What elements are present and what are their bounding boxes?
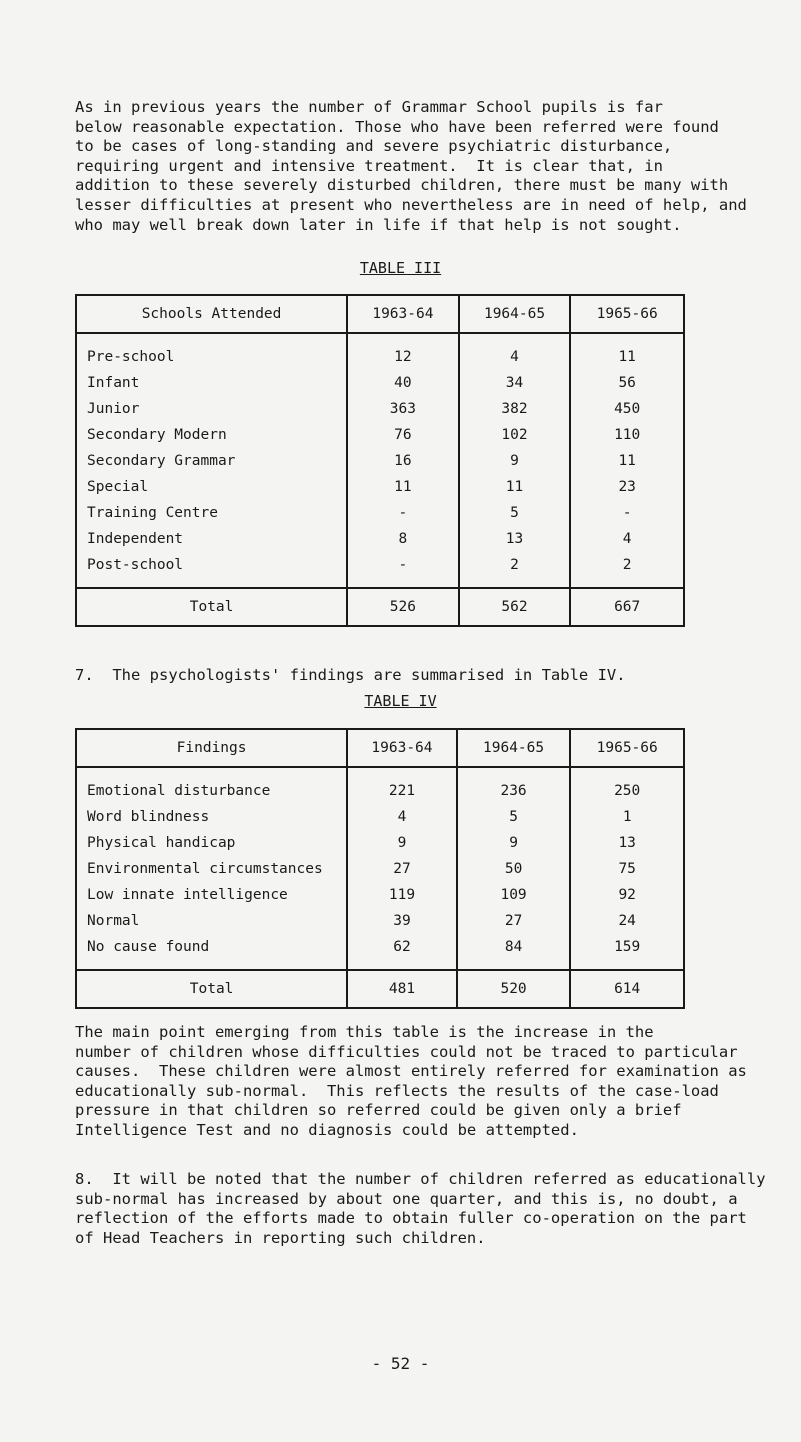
table-cell: 2 bbox=[570, 552, 684, 588]
table-4-caption: TABLE IV bbox=[364, 692, 437, 710]
table-cell: 221 bbox=[347, 767, 457, 804]
row-label: Independent bbox=[76, 526, 347, 552]
table-row bbox=[76, 767, 684, 804]
table-cell: 11 bbox=[347, 474, 459, 500]
table-cell: 119 bbox=[347, 882, 457, 908]
table-cell: 39 bbox=[347, 908, 457, 934]
row-label: Training Centre bbox=[76, 500, 347, 526]
intro-paragraph bbox=[75, 98, 747, 235]
column-header: 1964-65 bbox=[459, 295, 571, 333]
table-cell: 11 bbox=[459, 474, 571, 500]
table-cell: - bbox=[347, 552, 459, 588]
table-cell: 2 bbox=[459, 552, 571, 588]
table-cell: 16 bbox=[347, 448, 459, 474]
table-cell: 382 bbox=[459, 396, 571, 422]
table-cell: 363 bbox=[347, 396, 459, 422]
table-cell: 450 bbox=[570, 396, 684, 422]
text-line: educationally sub-normal. This reflects the results of the case-load bbox=[75, 1081, 719, 1100]
column-header: Findings bbox=[76, 729, 347, 767]
text-line: As in previous years the number of Grammar School pupils is far bbox=[75, 98, 663, 116]
table-cell: 34 bbox=[459, 370, 571, 396]
table-cell: 4 bbox=[347, 804, 457, 830]
table-cell: 50 bbox=[457, 856, 571, 882]
section-7-text bbox=[75, 666, 725, 686]
table-cell: 13 bbox=[570, 830, 684, 856]
table-cell: 159 bbox=[570, 934, 684, 970]
table-cell: 75 bbox=[570, 856, 684, 882]
table-row bbox=[76, 448, 684, 474]
table-cell: - bbox=[570, 500, 684, 526]
text-line: Intelligence Test and no diagnosis could be attempted. bbox=[75, 1120, 579, 1139]
total-cell: 614 bbox=[570, 970, 684, 1008]
text-line: to be cases of long-standing and severe psychiatric disturbance, bbox=[75, 137, 673, 156]
table-header-row bbox=[76, 295, 684, 333]
row-label: Post-school bbox=[76, 552, 347, 588]
table-3 bbox=[75, 294, 685, 627]
table-cell: 109 bbox=[457, 882, 571, 908]
table-total-row bbox=[76, 970, 684, 1008]
row-label: Special bbox=[76, 474, 347, 500]
text-line: causes. These children were almost entirely referred for examination as bbox=[75, 1062, 747, 1081]
total-cell: 526 bbox=[347, 588, 459, 626]
column-header: 1963-64 bbox=[347, 729, 457, 767]
text-line: 7. The psychologists' findings are summarised in Table IV. bbox=[75, 666, 626, 684]
text-line: 8. It will be noted that the number of children referred as educationally bbox=[75, 1170, 766, 1188]
row-label: Environmental circumstances bbox=[76, 856, 347, 882]
column-header: 1965-66 bbox=[570, 295, 684, 333]
table-row bbox=[76, 474, 684, 500]
table-cell: 76 bbox=[347, 422, 459, 448]
table-cell: 23 bbox=[570, 474, 684, 500]
row-label: Low innate intelligence bbox=[76, 882, 347, 908]
table-cell: 62 bbox=[347, 934, 457, 970]
table-total-row bbox=[76, 588, 684, 626]
table-cell: 5 bbox=[459, 500, 571, 526]
table-cell: 1 bbox=[570, 804, 684, 830]
text-line: pressure in that children so referred could be given only a brief bbox=[75, 1101, 682, 1120]
table-cell: 236 bbox=[457, 767, 571, 804]
table-cell: 4 bbox=[570, 526, 684, 552]
total-label: Total bbox=[76, 588, 347, 626]
row-label: No cause found bbox=[76, 934, 347, 970]
text-line: The main point emerging from this table is the increase in the bbox=[75, 1023, 654, 1041]
text-line: number of children whose difficulties could not be traced to particular bbox=[75, 1042, 738, 1061]
total-cell: 562 bbox=[459, 588, 571, 626]
text-line: requiring urgent and intensive treatment. It is clear that, in bbox=[75, 156, 663, 175]
row-label: Emotional disturbance bbox=[76, 767, 347, 804]
table-cell: 12 bbox=[347, 333, 459, 370]
table-4 bbox=[75, 728, 685, 1009]
table-cell: 9 bbox=[347, 830, 457, 856]
table-row bbox=[76, 526, 684, 552]
table-row bbox=[76, 500, 684, 526]
column-header: 1965-66 bbox=[570, 729, 684, 767]
row-label: Physical handicap bbox=[76, 830, 347, 856]
table-cell: 250 bbox=[570, 767, 684, 804]
table-cell: 24 bbox=[570, 908, 684, 934]
table-cell: 27 bbox=[457, 908, 571, 934]
table-row bbox=[76, 422, 684, 448]
total-label: Total bbox=[76, 970, 347, 1008]
table-cell: 56 bbox=[570, 370, 684, 396]
main-point-paragraph bbox=[75, 1023, 747, 1141]
text-line: of Head Teachers in reporting such children. bbox=[75, 1228, 486, 1247]
text-line: sub-normal has increased by about one quarter, and this is, no doubt, a bbox=[75, 1189, 738, 1208]
table-cell: - bbox=[347, 500, 459, 526]
table-cell: 11 bbox=[570, 333, 684, 370]
row-label: Word blindness bbox=[76, 804, 347, 830]
total-cell: 667 bbox=[570, 588, 684, 626]
table-cell: 11 bbox=[570, 448, 684, 474]
table-row bbox=[76, 804, 684, 830]
row-label: Junior bbox=[76, 396, 347, 422]
table-row bbox=[76, 370, 684, 396]
table-cell: 5 bbox=[457, 804, 571, 830]
row-label: Normal bbox=[76, 908, 347, 934]
row-label: Secondary Grammar bbox=[76, 448, 347, 474]
column-header: 1964-65 bbox=[457, 729, 571, 767]
table-cell: 102 bbox=[459, 422, 571, 448]
table-row bbox=[76, 333, 684, 370]
table-cell: 4 bbox=[459, 333, 571, 370]
column-header: Schools Attended bbox=[76, 295, 347, 333]
text-line: reflection of the efforts made to obtain fuller co-operation on the part bbox=[75, 1209, 747, 1228]
table-cell: 13 bbox=[459, 526, 571, 552]
text-line: addition to these severely disturbed children, there must be many with bbox=[75, 176, 729, 195]
table-3-caption: TABLE III bbox=[359, 259, 442, 277]
row-label: Infant bbox=[76, 370, 347, 396]
table-header-row bbox=[76, 729, 684, 767]
table-cell: 40 bbox=[347, 370, 459, 396]
table-row bbox=[76, 552, 684, 588]
table-row bbox=[76, 934, 684, 970]
table-cell: 8 bbox=[347, 526, 459, 552]
text-line: who may well break down later in life if that help is not sought. bbox=[75, 215, 682, 234]
section-8-paragraph bbox=[75, 1170, 766, 1248]
page-number: - 52 - bbox=[371, 1354, 430, 1373]
table-cell: 27 bbox=[347, 856, 457, 882]
table-cell: 9 bbox=[457, 830, 571, 856]
text-line: lesser difficulties at present who nevertheless are in need of help, and bbox=[75, 195, 747, 214]
column-header: 1963-64 bbox=[347, 295, 459, 333]
table-row bbox=[76, 830, 684, 856]
table-cell: 9 bbox=[459, 448, 571, 474]
total-cell: 520 bbox=[457, 970, 571, 1008]
text-line: below reasonable expectation. Those who have been referred were found bbox=[75, 117, 719, 136]
table-cell: 92 bbox=[570, 882, 684, 908]
total-cell: 481 bbox=[347, 970, 457, 1008]
table-cell: 110 bbox=[570, 422, 684, 448]
table-row bbox=[76, 856, 684, 882]
table-row bbox=[76, 396, 684, 422]
row-label: Secondary Modern bbox=[76, 422, 347, 448]
table-row bbox=[76, 908, 684, 934]
table-row bbox=[76, 882, 684, 908]
row-label: Pre-school bbox=[76, 333, 347, 370]
table-cell: 84 bbox=[457, 934, 571, 970]
